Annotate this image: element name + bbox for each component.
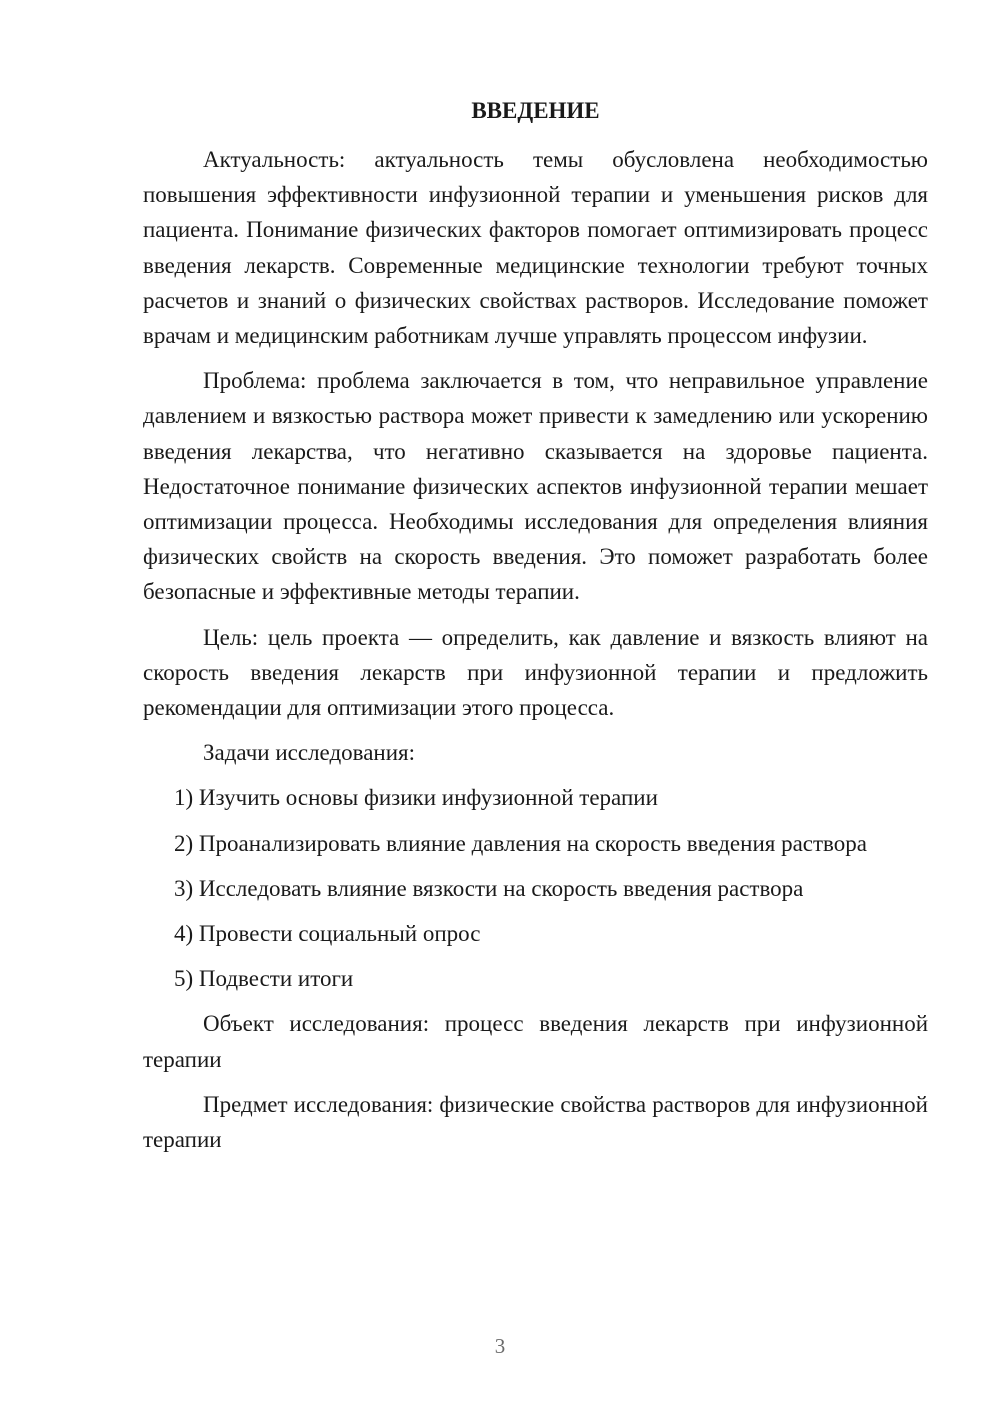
problem-paragraph: Проблема: проблема заключается в том, что неправильное управление давлением и вязкостью раствора может привести к замедлению или ускорению введения лекарства, что негативно сказывается на здоровье пациента. Недостаточное понимание физических аспектов инфузионной терапии мешает оптимизации процесса. Необходимы исследования для определения влияния физических свойств на скорость введения. Это поможет разработать более безопасные и эффективные методы терапии. [143, 368, 928, 605]
relevance-paragraph: Актуальность: актуальность темы обусловлена необходимостью повышения эффективности инфузионной терапии и уменьшения рисков для пациента. Понимание физических факторов помогает оптимизировать процесс введения лекарств. Современные медицинские технологии требуют точных расчетов и знаний о физических свойствах растворов. Исследование поможет врачам и медицинским работникам лучше управлять процессом инфузии. [143, 147, 928, 349]
page-number: 3 [494, 1334, 506, 1358]
subject-paragraph: Предмет исследования: физические свойства растворов для инфузионной терапии [143, 1091, 928, 1153]
task-item-3: 3) Исследовать влияние вязкости на скорость введения раствора [174, 875, 804, 901]
object-paragraph: Объект исследования: процесс введения лекарств при инфузионной терапии [143, 1011, 928, 1072]
task-item-5: 5) Подвести итоги [174, 966, 354, 992]
task-item-4: 4) Провести социальный опрос [174, 921, 481, 947]
goal-paragraph: Цель: цель проекта — определить, как давление и вязкость влияют на скорость введения лекарств при инфузионной терапии и предложить рекомендации для оптимизации этого процесса. [143, 624, 928, 721]
tasks-heading: Задачи исследования: [203, 740, 416, 766]
document-body [143, 142, 928, 1167]
section-heading: ВВЕДЕНИЕ [471, 98, 600, 123]
task-item-2: 2) Проанализировать влияние давления на скорость введения раствора [174, 830, 867, 856]
task-item-1: 1) Изучить основы физики инфузионной терапии [174, 785, 658, 811]
